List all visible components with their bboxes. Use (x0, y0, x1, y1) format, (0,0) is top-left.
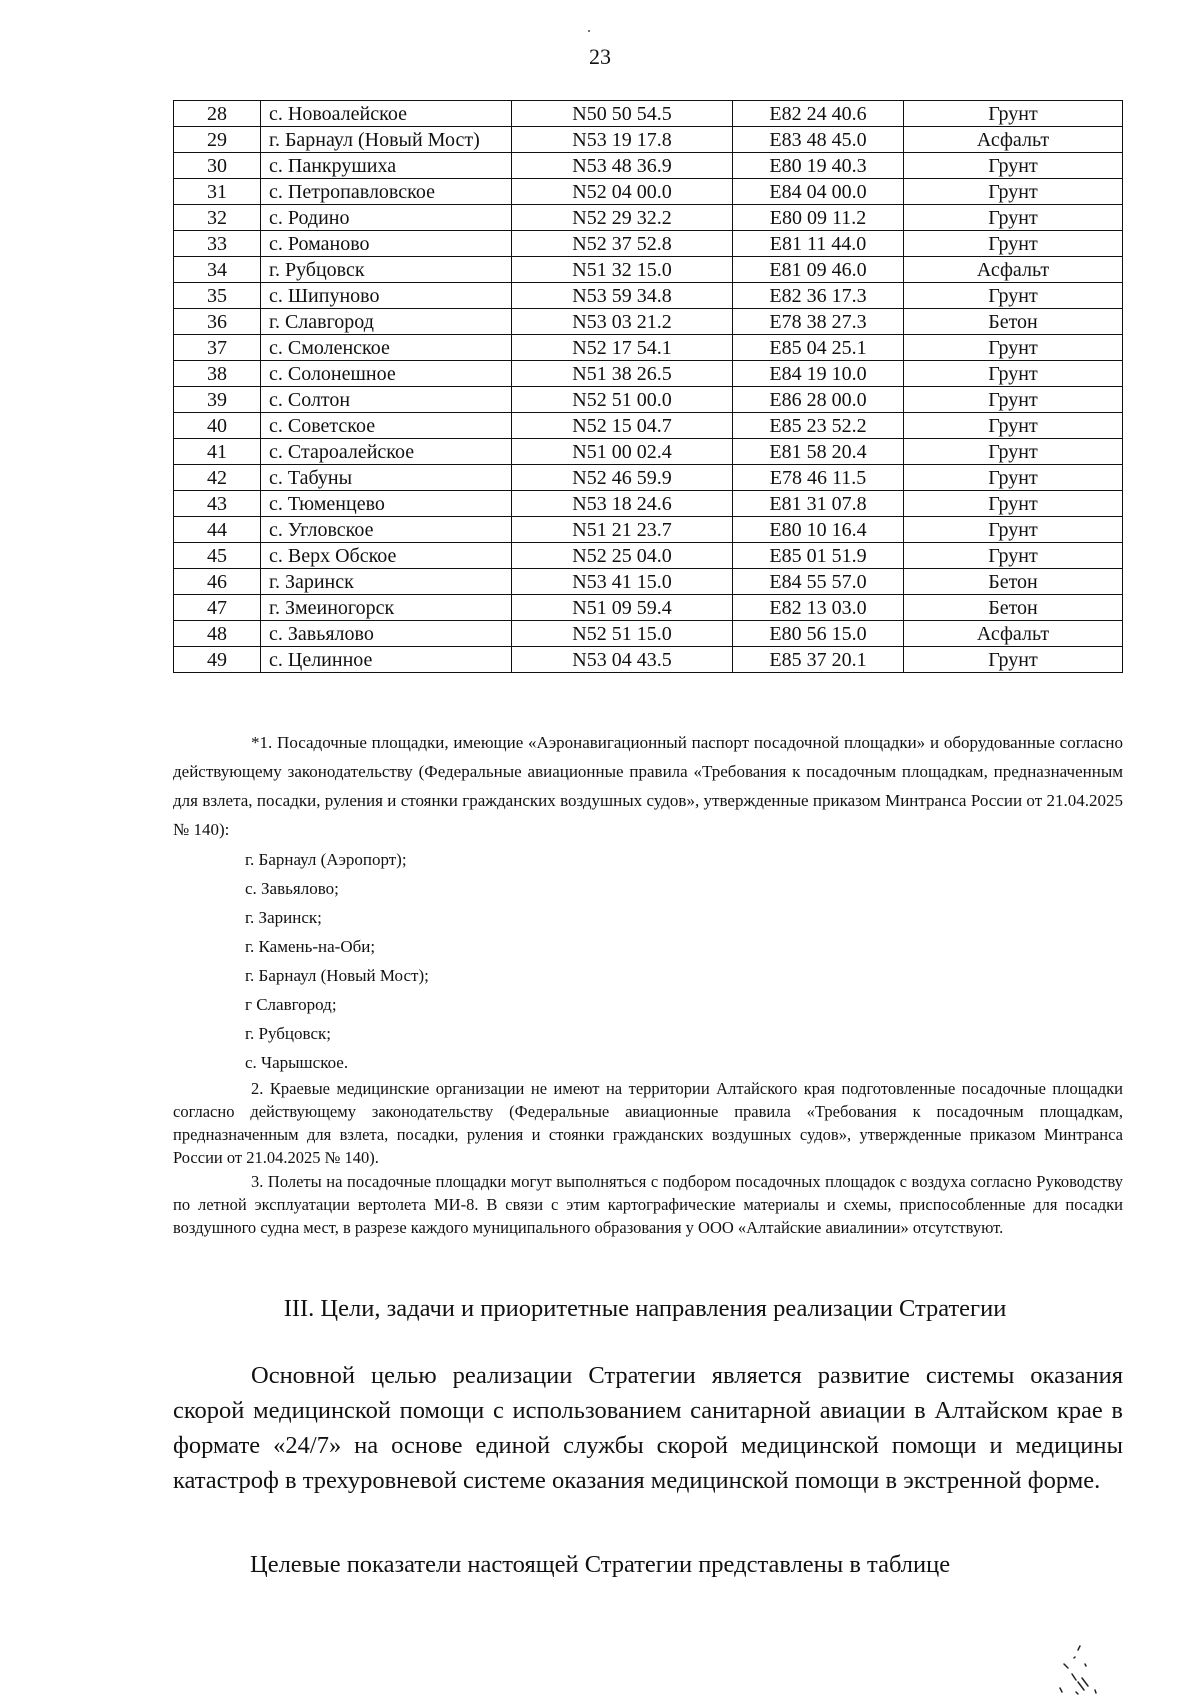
latitude-cell: N53 03 21.2 (512, 309, 733, 335)
latitude-cell: N51 32 15.0 (512, 257, 733, 283)
table-row (174, 257, 1123, 283)
table-row (174, 153, 1123, 179)
landing-sites-table (173, 100, 1123, 673)
surface-type-cell: Бетон (904, 569, 1123, 595)
latitude-cell: N53 04 43.5 (512, 647, 733, 673)
latitude-cell: N52 37 52.8 (512, 231, 733, 257)
site-name-cell: с. Целинное (261, 647, 512, 673)
table-row (174, 569, 1123, 595)
row-number-cell: 34 (174, 257, 261, 283)
surface-type-cell: Асфальт (904, 257, 1123, 283)
surface-type-cell: Грунт (904, 179, 1123, 205)
longitude-cell: E82 13 03.0 (733, 595, 904, 621)
row-number-cell: 33 (174, 231, 261, 257)
row-number-cell: 28 (174, 101, 261, 127)
row-number-cell: 35 (174, 283, 261, 309)
surface-type-cell: Грунт (904, 101, 1123, 127)
surface-type-cell: Грунт (904, 205, 1123, 231)
longitude-cell: E78 38 27.3 (733, 309, 904, 335)
site-name-cell: г. Барнаул (Новый Мост) (261, 127, 512, 153)
table-row (174, 621, 1123, 647)
longitude-cell: E80 56 15.0 (733, 621, 904, 647)
table-row (174, 387, 1123, 413)
site-name-cell: г. Рубцовск (261, 257, 512, 283)
longitude-cell: E80 09 11.2 (733, 205, 904, 231)
list-item: с. Завьялово; (245, 879, 339, 898)
longitude-cell: E81 58 20.4 (733, 439, 904, 465)
table-row (174, 465, 1123, 491)
longitude-cell: E82 36 17.3 (733, 283, 904, 309)
latitude-cell: N52 46 59.9 (512, 465, 733, 491)
site-name-cell: с. Староалейское (261, 439, 512, 465)
table-row (174, 335, 1123, 361)
longitude-cell: E80 10 16.4 (733, 517, 904, 543)
site-name-cell: с. Родино (261, 205, 512, 231)
page-number: 23 (589, 44, 611, 69)
site-name-cell: с. Петропавловское (261, 179, 512, 205)
table-row (174, 231, 1123, 257)
surface-type-cell: Грунт (904, 153, 1123, 179)
row-number-cell: 41 (174, 439, 261, 465)
table-row (174, 647, 1123, 673)
site-name-cell: с. Солтон (261, 387, 512, 413)
latitude-cell: N52 51 00.0 (512, 387, 733, 413)
longitude-cell: E83 48 45.0 (733, 127, 904, 153)
site-name-cell: с. Панкрушиха (261, 153, 512, 179)
row-number-cell: 39 (174, 387, 261, 413)
table-row (174, 517, 1123, 543)
site-name-cell: г. Змеиногорск (261, 595, 512, 621)
row-number-cell: 48 (174, 621, 261, 647)
list-item: г. Рубцовск; (245, 1024, 331, 1043)
table-row (174, 205, 1123, 231)
latitude-cell: N51 38 26.5 (512, 361, 733, 387)
surface-type-cell: Асфальт (904, 127, 1123, 153)
site-name-cell: с. Смоленское (261, 335, 512, 361)
latitude-cell: N52 51 15.0 (512, 621, 733, 647)
row-number-cell: 43 (174, 491, 261, 517)
latitude-cell: N52 17 54.1 (512, 335, 733, 361)
site-name-cell: с. Романово (261, 231, 512, 257)
surface-type-cell: Грунт (904, 361, 1123, 387)
list-item: с. Чарышское. (245, 1053, 349, 1072)
row-number-cell: 37 (174, 335, 261, 361)
longitude-cell: E81 09 46.0 (733, 257, 904, 283)
longitude-cell: E85 01 51.9 (733, 543, 904, 569)
surface-type-cell: Грунт (904, 387, 1123, 413)
site-name-cell: с. Угловское (261, 517, 512, 543)
targets-paragraph: Целевые показатели настоящей Стратегии представлены в таблице (250, 1551, 951, 1578)
surface-type-cell: Грунт (904, 465, 1123, 491)
site-name-cell: с. Шипуново (261, 283, 512, 309)
table-row (174, 179, 1123, 205)
footnote-1 (173, 728, 1123, 844)
list-item: г. Камень-на-Оби; (245, 937, 376, 956)
row-number-cell: 40 (174, 413, 261, 439)
longitude-cell: E82 24 40.6 (733, 101, 904, 127)
row-number-cell: 31 (174, 179, 261, 205)
surface-type-cell: Бетон (904, 309, 1123, 335)
site-name-cell: с. Новоалейское (261, 101, 512, 127)
latitude-cell: N51 21 23.7 (512, 517, 733, 543)
table-row (174, 309, 1123, 335)
latitude-cell: N53 59 34.8 (512, 283, 733, 309)
table-row (174, 491, 1123, 517)
main-goal-paragraph: Основной целью реализации Стратегии является развитие системы оказания скорой медицинской помощи с использованием санитарной авиации в Алтайском крае в формате «24/7» на основе единой службы скорой медицинской помощи и медицины катастроф в трехуровневой системе оказания медицинской помощи в экстренной форме. (173, 1362, 1123, 1494)
surface-type-cell: Грунт (904, 647, 1123, 673)
scan-speck (588, 30, 590, 32)
site-name-cell: с. Солонешное (261, 361, 512, 387)
site-name-cell: г. Заринск (261, 569, 512, 595)
surface-type-cell: Бетон (904, 595, 1123, 621)
site-name-cell: с. Верх Обское (261, 543, 512, 569)
surface-type-cell: Грунт (904, 335, 1123, 361)
footnote-2-text: 2. Краевые медицинские организации не имеют на территории Алтайского края подготовленные посадочные площадки согласно действующему законодательству (Федеральные авиационные правила «Требования к посадочным площадкам, предназначенным для взлета, посадки, руления и стоянки гражданских воздушных судов», утвержденные приказом Минтранса России от 21.04.2025 № 140). (173, 1079, 1123, 1167)
signature-mark (1040, 1630, 1100, 1696)
table-row (174, 543, 1123, 569)
row-number-cell: 36 (174, 309, 261, 335)
table-row (174, 439, 1123, 465)
site-name-cell: с. Тюменцево (261, 491, 512, 517)
table-row (174, 413, 1123, 439)
surface-type-cell: Грунт (904, 491, 1123, 517)
list-item: г. Барнаул (Новый Мост); (245, 966, 429, 985)
latitude-cell: N52 25 04.0 (512, 543, 733, 569)
longitude-cell: E81 11 44.0 (733, 231, 904, 257)
table-row (174, 101, 1123, 127)
site-name-cell: с. Завьялово (261, 621, 512, 647)
footnote-1-text: *1. Посадочные площадки, имеющие «Аэронавигационный паспорт посадочной площадки» и оборудованные согласно действующему законодательству (Федеральные авиационные правила «Требования к посадочным площадкам, предназначенным для взлета, посадки, руления и стоянки гражданских воздушных судов», утвержденные приказом Минтранса России от 21.04.2025 № 140): (173, 733, 1123, 839)
certified-sites-list (245, 845, 429, 1077)
list-item: г. Заринск; (245, 908, 322, 927)
table-row (174, 283, 1123, 309)
latitude-cell: N53 18 24.6 (512, 491, 733, 517)
surface-type-cell: Асфальт (904, 621, 1123, 647)
site-name-cell: г. Славгород (261, 309, 512, 335)
row-number-cell: 44 (174, 517, 261, 543)
row-number-cell: 29 (174, 127, 261, 153)
row-number-cell: 46 (174, 569, 261, 595)
table-row (174, 595, 1123, 621)
latitude-cell: N53 48 36.9 (512, 153, 733, 179)
site-name-cell: с. Советское (261, 413, 512, 439)
latitude-cell: N53 19 17.8 (512, 127, 733, 153)
list-item: г Славгород; (245, 995, 337, 1014)
section-heading: III. Цели, задачи и приоритетные направления реализации Стратегии (283, 1295, 1007, 1322)
row-number-cell: 47 (174, 595, 261, 621)
latitude-cell: N50 50 54.5 (512, 101, 733, 127)
surface-type-cell: Грунт (904, 283, 1123, 309)
list-item: г. Барнаул (Аэропорт); (245, 850, 407, 869)
surface-type-cell: Грунт (904, 231, 1123, 257)
table-row (174, 361, 1123, 387)
row-number-cell: 32 (174, 205, 261, 231)
latitude-cell: N51 00 02.4 (512, 439, 733, 465)
longitude-cell: E84 04 00.0 (733, 179, 904, 205)
latitude-cell: N53 41 15.0 (512, 569, 733, 595)
surface-type-cell: Грунт (904, 439, 1123, 465)
latitude-cell: N52 29 32.2 (512, 205, 733, 231)
latitude-cell: N52 15 04.7 (512, 413, 733, 439)
row-number-cell: 49 (174, 647, 261, 673)
row-number-cell: 45 (174, 543, 261, 569)
footnote-3-text: 3. Полеты на посадочные площадки могут выполняться с подбором посадочных площадок с воздуха согласно Руководству по летной эксплуатации вертолета МИ-8. В связи с этим картографические материалы и схемы, приспособленные для посадки воздушного судна мест, в разрезе каждого муниципального образования у ООО «Алтайские авиалинии» отсутствуют. (173, 1172, 1123, 1237)
surface-type-cell: Грунт (904, 517, 1123, 543)
latitude-cell: N51 09 59.4 (512, 595, 733, 621)
longitude-cell: E81 31 07.8 (733, 491, 904, 517)
longitude-cell: E84 55 57.0 (733, 569, 904, 595)
section-body (173, 1358, 1123, 1498)
longitude-cell: E86 28 00.0 (733, 387, 904, 413)
surface-type-cell: Грунт (904, 543, 1123, 569)
longitude-cell: E84 19 10.0 (733, 361, 904, 387)
longitude-cell: E80 19 40.3 (733, 153, 904, 179)
footnote-3 (173, 1170, 1123, 1239)
surface-type-cell: Грунт (904, 413, 1123, 439)
longitude-cell: E85 04 25.1 (733, 335, 904, 361)
row-number-cell: 42 (174, 465, 261, 491)
site-name-cell: с. Табуны (261, 465, 512, 491)
longitude-cell: E85 23 52.2 (733, 413, 904, 439)
longitude-cell: E85 37 20.1 (733, 647, 904, 673)
row-number-cell: 30 (174, 153, 261, 179)
latitude-cell: N52 04 00.0 (512, 179, 733, 205)
row-number-cell: 38 (174, 361, 261, 387)
footnote-2 (173, 1077, 1123, 1169)
table-row (174, 127, 1123, 153)
longitude-cell: E78 46 11.5 (733, 465, 904, 491)
